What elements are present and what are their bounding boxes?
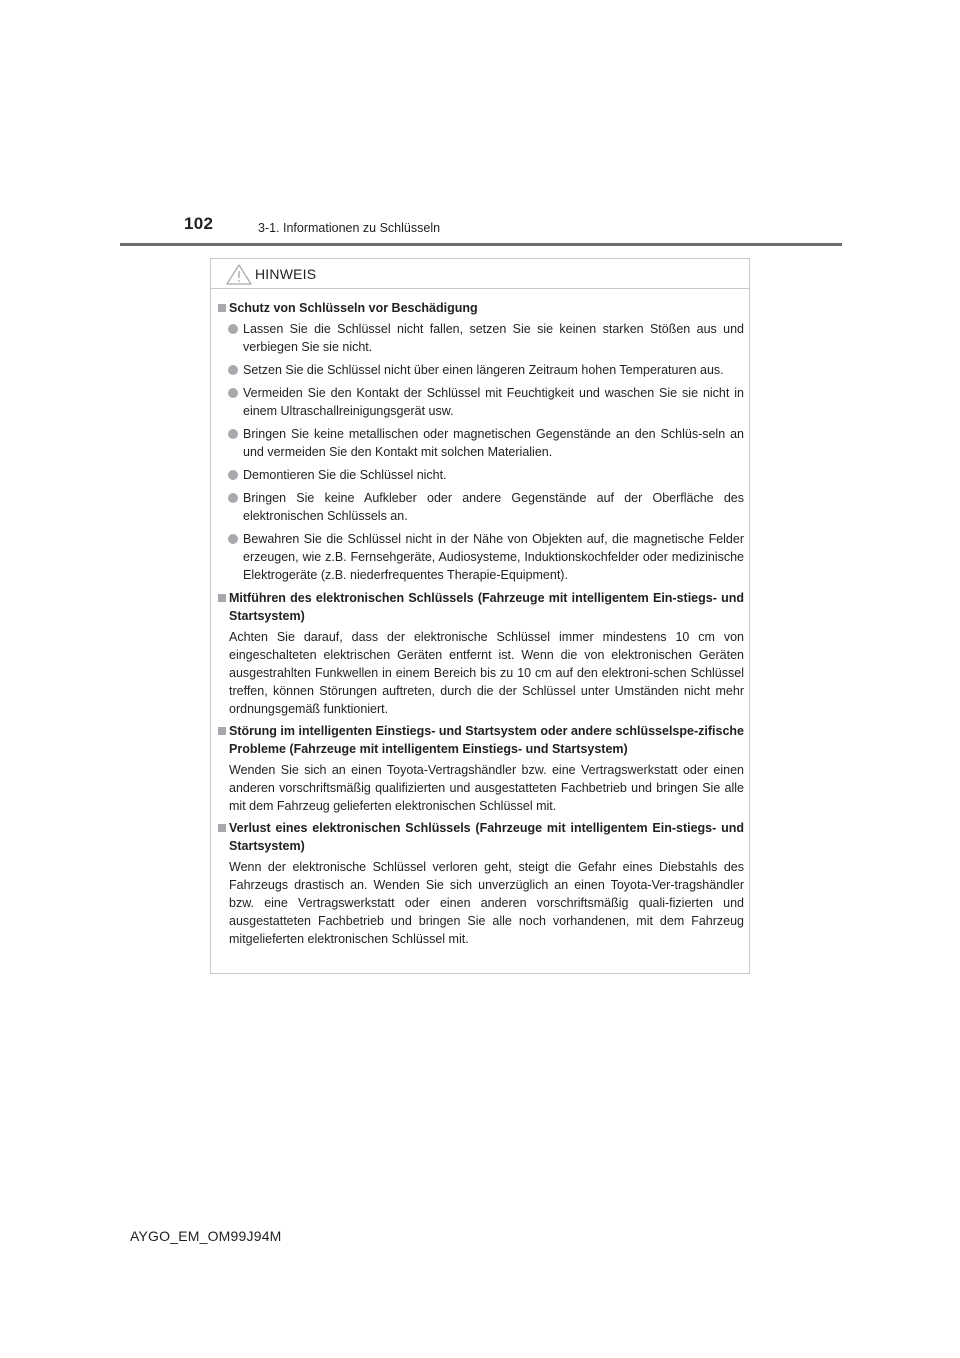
bullet-item <box>218 425 744 461</box>
circle-bullet-icon <box>228 493 238 503</box>
circle-bullet-icon <box>228 324 238 334</box>
bullet-text: Bewahren Sie die Schlüssel nicht in der Nähe von Objekten auf, die magnetische Felder erzeugen, wie z.B. Fernsehgeräte, Audiosysteme, Induktionskochfelder oder medizinische Elektrogeräte (z.B. niederfrequentes Therapie-Equipment). <box>243 532 744 582</box>
square-bullet-icon <box>218 594 226 602</box>
circle-bullet-icon <box>228 365 238 375</box>
section-heading-text: Schutz von Schlüsseln vor Beschädigung <box>229 301 478 315</box>
bullet-text: Setzen Sie die Schlüssel nicht über einen längeren Zeitraum hohen Temperaturen aus. <box>243 363 724 377</box>
section-text: Wenden Sie sich an einen Toyota-Vertragshändler bzw. eine Vertragswerkstatt oder einen anderen vorschriftsmäßig qualifizierten und ausgestatteten Fachbetrieb und bringen Sie alle mit dem Fahrzeug gelieferten elektronischen Schlüssel mit. <box>229 763 744 813</box>
section-system-malfunction <box>218 722 744 815</box>
section-heading <box>218 299 744 317</box>
notice-box <box>210 258 750 974</box>
section-heading-text: Verlust eines elektronischen Schlüssels (Fahrzeuge mit intelligentem Ein-stiegs- und Startsystem) <box>229 821 744 853</box>
section-title: 3-1. Informationen zu Schlüsseln <box>258 221 441 235</box>
bullet-item <box>218 466 744 484</box>
bullet-item <box>218 530 744 584</box>
footer-document-code: AYGO_EM_OM99J94M <box>130 1228 282 1244</box>
warning-triangle-icon <box>226 264 252 285</box>
bullet-text: Vermeiden Sie den Kontakt der Schlüssel mit Feuchtigkeit und waschen Sie sie nicht in einem Ultraschallreinigungsgerät usw. <box>243 386 744 418</box>
section-heading <box>218 722 744 758</box>
circle-bullet-icon <box>228 534 238 544</box>
circle-bullet-icon <box>228 470 238 480</box>
header-rule <box>120 243 842 246</box>
section-text: Wenn der elektronische Schlüssel verloren geht, steigt die Gefahr eines Diebstahls des Fahrzeugs drastisch an. Wenden Sie sich unverzüglich an einen Toyota-Ver-tragshändler bzw. eine Vertragswerkstatt oder einen anderen vorschriftsmäßig quali-fizierten und ausgestatteten Fachbetrieb und bringen Sie alle noch vorhandenen, mit dem Fahrzeug mitgelieferten elektronischen Schlüssel mit. <box>229 860 744 946</box>
section-heading-text: Störung im intelligenten Einstiegs- und Startsystem oder andere schlüsselspe-zifische Probleme (Fahrzeuge mit intelligentem Einstiegs- und Startsystem) <box>229 724 744 756</box>
circle-bullet-icon <box>228 429 238 439</box>
bullet-text: Demontieren Sie die Schlüssel nicht. <box>243 468 447 482</box>
section-carrying-key <box>218 589 744 718</box>
section-key-loss <box>218 819 744 948</box>
bullet-item <box>218 361 744 379</box>
section-text: Achten Sie darauf, dass der elektronische Schlüssel immer mindestens 10 cm von eingeschalteten elektrischen Geräten entfernt ist. Wenn die von elektronischen Geräten ausgestrahlten Funkwellen in einem Bereich bis zu 10 cm auf den elektroni-schen Schlüssel treffen, können Störungen auftreten, durch die der Schlüssel unter Umständen nicht mehr ordnungsgemäß funktioniert. <box>229 630 744 716</box>
square-bullet-icon <box>218 824 226 832</box>
circle-bullet-icon <box>228 388 238 398</box>
square-bullet-icon <box>218 727 226 735</box>
section-heading <box>218 819 744 855</box>
section-key-protection <box>218 299 744 584</box>
square-bullet-icon <box>218 304 226 312</box>
bullet-text: Bringen Sie keine metallischen oder magnetischen Gegenstände an den Schlüs-seln an und vermeiden Sie den Kontakt mit solchen Materialien. <box>243 427 744 459</box>
bullet-item <box>218 489 744 525</box>
notice-title: HINWEIS <box>255 266 317 282</box>
bullet-text: Bringen Sie keine Aufkleber oder andere Gegenstände auf der Oberfläche des elektronischen Schlüssels an. <box>243 491 744 523</box>
bullet-text: Lassen Sie die Schlüssel nicht fallen, setzen Sie sie keinen starken Stößen aus und verbiegen Sie sie nicht. <box>243 322 744 354</box>
notice-body <box>218 299 744 952</box>
bullet-item <box>218 320 744 356</box>
bullet-item <box>218 384 744 420</box>
notice-header <box>211 259 749 289</box>
section-heading-text: Mitführen des elektronischen Schlüssels (Fahrzeuge mit intelligentem Ein-stiegs- und Startsystem) <box>229 591 744 623</box>
page-number: 102 <box>184 214 214 233</box>
section-heading <box>218 589 744 625</box>
